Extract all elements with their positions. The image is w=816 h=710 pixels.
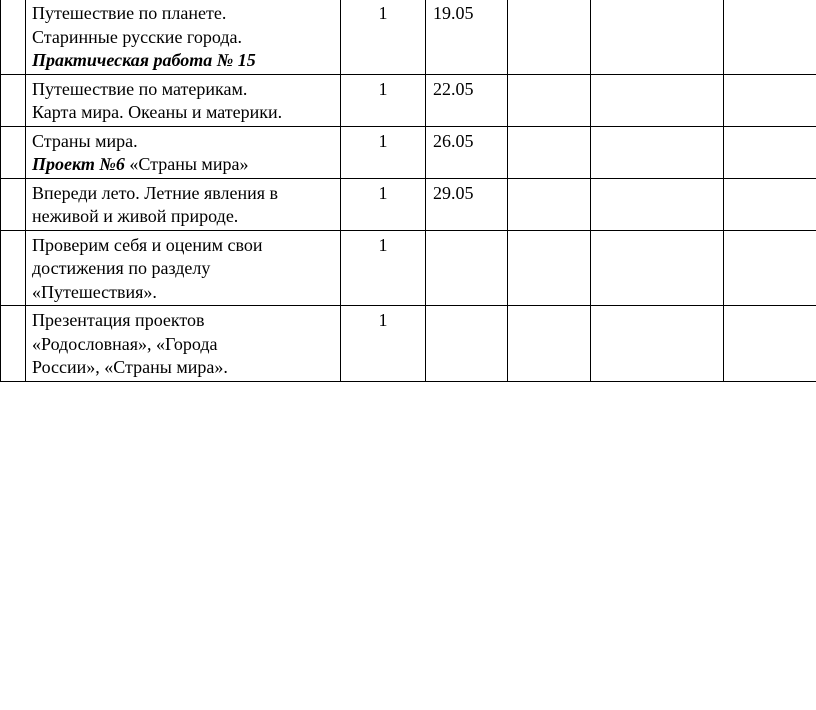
table-row <box>1 74 816 126</box>
date-value: 29.05 <box>433 182 474 203</box>
topic-text: неживой и живой природе. <box>32 206 239 226</box>
topic-text: Путешествие по планете. <box>32 3 227 23</box>
topic-emphasis-text: Практическая работа № 15 <box>32 50 256 70</box>
hours-cell <box>341 230 426 306</box>
hours-value: 1 <box>378 234 388 255</box>
topic-text: Презентация проектов <box>32 310 205 330</box>
topic-line <box>32 309 340 333</box>
empty-cell <box>724 0 816 74</box>
topic-line <box>32 78 340 102</box>
topic-line <box>32 153 340 177</box>
topic-emphasis-text: Проект №6 <box>32 154 125 174</box>
hours-cell <box>341 0 426 74</box>
hours-cell <box>341 74 426 126</box>
empty-cell <box>508 74 591 126</box>
lesson-topic-cell <box>26 74 341 126</box>
topic-text: Карта мира. Океаны и материки. <box>32 102 283 122</box>
topic-line <box>32 281 340 305</box>
topic-line <box>32 26 340 50</box>
empty-cell <box>508 126 591 178</box>
topic-text: Проверим себя и оценим свои <box>32 234 263 255</box>
topic-line <box>32 182 340 206</box>
topic-line <box>32 205 340 229</box>
empty-cell <box>591 178 724 230</box>
row-number-cell <box>1 306 26 382</box>
date-cell <box>426 74 508 126</box>
empty-cell <box>508 306 591 382</box>
date-cell <box>426 306 508 382</box>
table-row <box>1 230 816 306</box>
empty-cell <box>591 126 724 178</box>
hours-cell <box>341 178 426 230</box>
empty-cell <box>591 230 724 306</box>
empty-cell <box>508 0 591 74</box>
empty-cell <box>724 230 816 306</box>
topic-text: «Путешествия». <box>32 281 157 302</box>
hours-value: 1 <box>378 3 388 23</box>
date-cell <box>426 126 508 178</box>
empty-cell <box>724 178 816 230</box>
row-number-cell <box>1 0 26 74</box>
table-row <box>1 126 816 178</box>
table-row <box>1 306 816 382</box>
date-value: 26.05 <box>433 130 474 151</box>
date-value: 22.05 <box>433 78 474 99</box>
date-cell <box>426 178 508 230</box>
lesson-topic-cell <box>26 126 341 178</box>
lesson-topic-cell <box>26 230 341 306</box>
row-number-cell <box>1 178 26 230</box>
topic-line <box>32 130 340 154</box>
lesson-topic-cell <box>26 0 341 74</box>
empty-cell <box>508 230 591 306</box>
date-cell <box>426 0 508 74</box>
row-number-cell <box>1 230 26 306</box>
hours-value: 1 <box>378 182 388 203</box>
empty-cell <box>724 126 816 178</box>
topic-text: Впереди лето. Летние явления в <box>32 182 279 203</box>
topic-text: «Родословная», «Города <box>32 333 218 354</box>
hours-value: 1 <box>378 310 388 330</box>
hours-value: 1 <box>378 78 388 99</box>
table-row <box>1 0 816 74</box>
topic-text: Старинные русские города. <box>32 26 242 47</box>
lesson-topic-cell <box>26 178 341 230</box>
hours-cell <box>341 126 426 178</box>
topic-text: «Страны мира» <box>124 154 249 174</box>
topic-text: России», «Страны мира». <box>32 357 228 377</box>
topic-line <box>32 101 340 125</box>
date-cell <box>426 230 508 306</box>
empty-cell <box>591 306 724 382</box>
empty-cell <box>591 0 724 74</box>
empty-cell <box>724 306 816 382</box>
empty-cell <box>508 178 591 230</box>
empty-cell <box>724 74 816 126</box>
hours-value: 1 <box>378 130 388 151</box>
lesson-topic-cell <box>26 306 341 382</box>
topic-line <box>32 333 340 357</box>
topic-text: достижения по разделу <box>32 258 211 278</box>
topic-line <box>32 257 340 281</box>
topic-text: Путешествие по материкам. <box>32 78 248 99</box>
empty-cell <box>591 74 724 126</box>
topic-text: Страны мира. <box>32 130 138 151</box>
topic-line <box>32 356 340 380</box>
lesson-plan-body <box>1 0 816 381</box>
topic-line <box>32 234 340 258</box>
row-number-cell <box>1 126 26 178</box>
hours-cell <box>341 306 426 382</box>
topic-line <box>32 49 340 73</box>
topic-line <box>32 2 340 26</box>
row-number-cell <box>1 74 26 126</box>
table-row <box>1 178 816 230</box>
date-value: 19.05 <box>433 3 474 23</box>
